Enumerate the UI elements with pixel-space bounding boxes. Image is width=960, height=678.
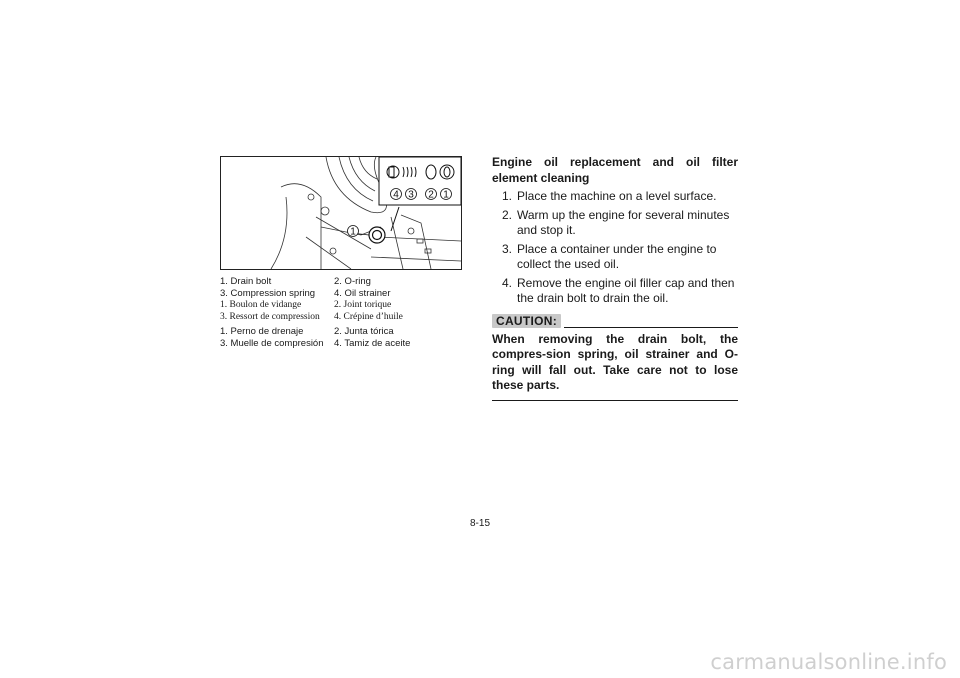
step-item — [492, 276, 738, 307]
caption-perno: 1. Perno de drenaje — [220, 326, 304, 337]
caption-compression-spring: 3. Compression spring — [220, 287, 316, 299]
captions-english — [220, 276, 480, 299]
step-text: Warm up the engine for several minutes and stop it. — [517, 207, 730, 237]
callout-2: 2 — [428, 189, 434, 201]
caution-header — [492, 314, 738, 328]
watermark: carmanualsonline.info — [710, 650, 947, 674]
caption-oil-strainer: 4. Oil strainer — [334, 287, 391, 299]
caption-drain-bolt: 1. Drain bolt — [220, 276, 272, 287]
callout-drain-bolt: 1 — [350, 226, 356, 238]
page-number: 8-15 — [469, 518, 490, 529]
caution-label: CAUTION: — [492, 314, 561, 328]
caption-tamiz: 4. Tamiz de aceite — [334, 337, 411, 349]
callout-1: 1 — [443, 189, 449, 201]
step-text: Remove the engine oil filler cap and then the drain bolt to drain the oil. — [517, 275, 735, 305]
captions-spanish — [220, 326, 480, 349]
caution-rule — [564, 327, 738, 328]
caption-muelle: 3. Muelle de compresión — [220, 337, 324, 349]
caption-row — [220, 326, 480, 338]
engine-illustration — [220, 156, 462, 270]
caption-row — [220, 288, 480, 300]
callout-4: 4 — [393, 189, 399, 201]
caption-junta: 2. Junta tórica — [334, 326, 394, 337]
caution-text: When removing the drain bolt, the compres-sion spring, oil strainer and O-ring will fall out. Take care not to lose these parts. — [492, 331, 738, 392]
caption-crepine: 4. Crépine d’huile — [334, 311, 403, 322]
instruction-column — [492, 155, 738, 401]
engine-drawing — [221, 157, 461, 269]
step-list — [492, 189, 738, 307]
step-text: Place the machine on a level surface. — [517, 189, 717, 203]
captions-french — [220, 300, 480, 323]
step-number: 3. — [501, 241, 512, 256]
step-item — [492, 242, 738, 273]
step-number: 2. — [501, 207, 512, 222]
caption-row — [220, 312, 480, 324]
step-number: 1. — [501, 189, 512, 203]
step-item — [492, 208, 738, 239]
caption-row — [220, 276, 480, 288]
caption-row — [220, 338, 480, 350]
caption-joint: 2. Joint torique — [334, 300, 392, 310]
callout-3: 3 — [408, 189, 414, 201]
caption-ressort: 3. Ressort de compression — [220, 311, 320, 322]
step-text: Place a container under the engine to collect the used oil. — [517, 241, 717, 271]
section-heading: Engine oil replacement and oil filter element cleaning — [492, 155, 738, 185]
caption-o-ring: 2. O-ring — [334, 276, 371, 287]
caption-boulon: 1. Boulon de vidange — [220, 300, 302, 310]
caption-row — [220, 300, 480, 312]
caution-end-rule — [492, 400, 738, 401]
step-number: 4. — [501, 275, 512, 290]
step-item — [492, 189, 738, 205]
